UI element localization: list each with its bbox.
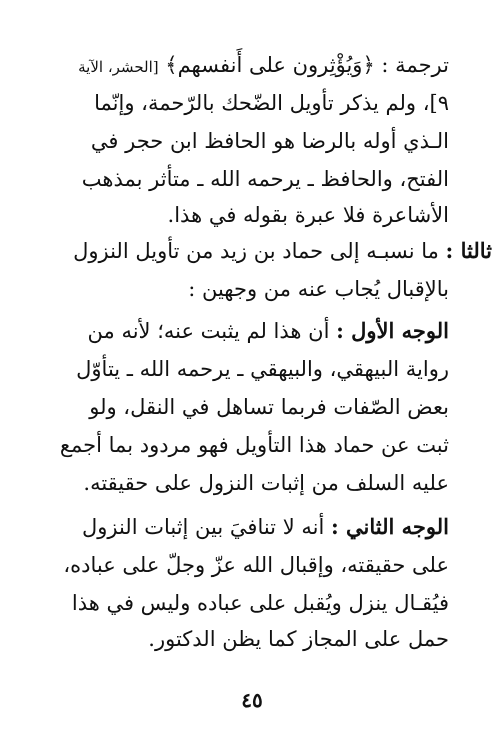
text-line: حمل على المجاز كما يظن الدكتور.	[148, 627, 449, 651]
text-line: الـذي أوله بالرضا هو الحافظ ابن حجر في	[90, 129, 449, 153]
text-line: الأشاعرة فلا عبرة بقوله في هذا.	[167, 203, 449, 227]
text-line: ثبت عن حماد هذا التأويل فهو مردود بما أجمع	[59, 433, 449, 457]
text-line	[73, 236, 492, 266]
verse-reference: [الحشر، الآية	[78, 58, 159, 76]
section-heading-second-aspect: الوجه الثاني :	[330, 514, 449, 539]
section-heading-thalithan: ثالثا :	[445, 238, 492, 263]
text-line: بعض الصّفات فربما تساهل في النقل، ولو	[89, 395, 449, 419]
text-line: بالإقبال يُجاب عنه من وجهين :	[188, 277, 449, 301]
text-line	[78, 50, 449, 82]
section-heading-first-aspect: الوجه الأول :	[336, 318, 449, 343]
text-line: عليه السلف من إثبات النزول على حقيقته.	[83, 471, 449, 495]
text-line: ٩]، ولم يذكر تأويل الضّحك بالرّحمة، وإنّما	[94, 91, 449, 115]
text-line	[88, 316, 449, 346]
text-line: فيُقـال ينزل ويُقبل على عباده وليس في هذا	[71, 591, 449, 615]
text-line: رواية البيهقي، والبيهقي ـ يرحمه الله ـ يتأوّل	[76, 357, 449, 381]
text-line: على حقيقته، وإقبال الله عزّ وجلّ على عباده،	[63, 553, 449, 577]
text-line	[82, 512, 449, 542]
text-line: الفتح، والحافظ ـ يرحمه الله ـ متأثر بمذهب	[81, 167, 449, 191]
text-run: ما نسبـه إلى حماد بن زيد من تأويل النزول	[73, 239, 439, 263]
quran-citation: ترجمة : ﴿وَيُؤْثِرون على أَنفسهم﴾	[165, 53, 449, 77]
text-run: أنه لا تنافيَ بين إثبات النزول	[81, 515, 325, 539]
text-run: أن هذا لم يثبت عنه؛ لأنه من	[87, 319, 330, 343]
page-number: ٤٥	[241, 688, 263, 712]
